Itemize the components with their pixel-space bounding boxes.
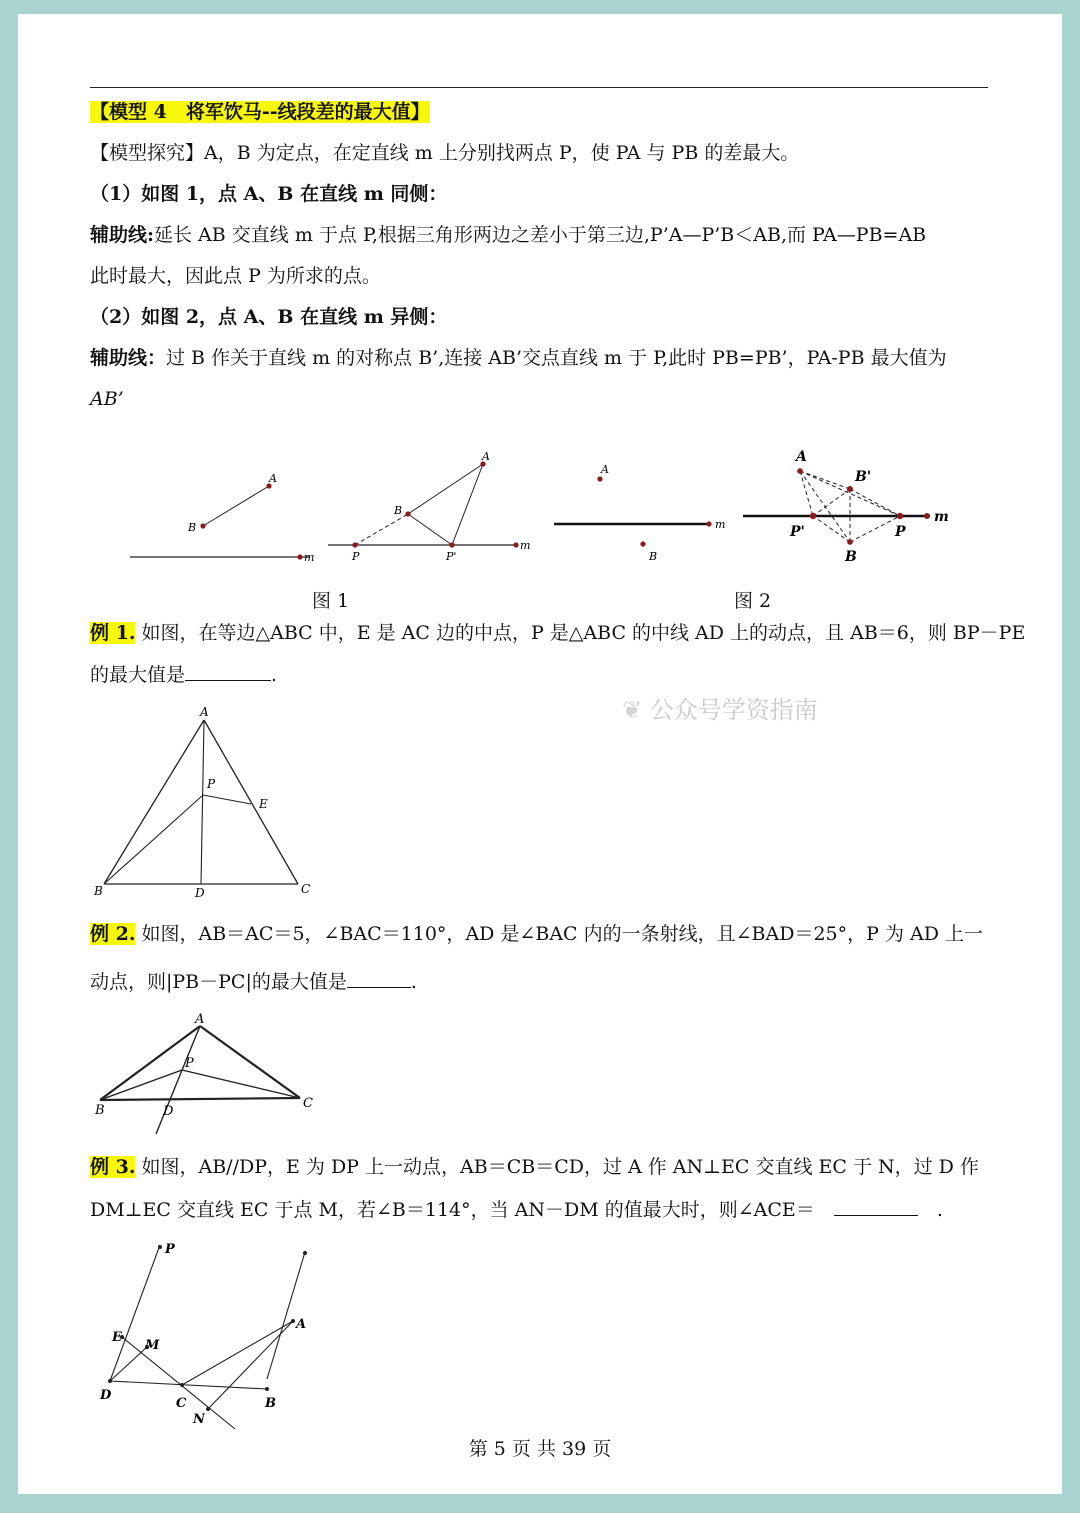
ex3-label-m: M [145, 1338, 160, 1353]
fig1b-label-m: m [520, 539, 531, 552]
example1-answer-blank [185, 662, 271, 681]
explore-line [90, 141, 1000, 165]
example3-answer-blank [834, 1197, 918, 1216]
example1-line1 [90, 621, 1026, 645]
ex1-label-d: D [195, 886, 205, 900]
example2-figure [90, 1012, 350, 1142]
watermark-text: 公众号学资指南 [649, 696, 818, 724]
fig2a-label-a: A [601, 463, 609, 476]
ex1-label-a: A [200, 705, 209, 719]
ex1-label-b: B [94, 884, 103, 898]
fig2b-label-a: A [796, 449, 807, 465]
document-page [18, 14, 1062, 1494]
figure2-caption: 图 2 [734, 590, 772, 612]
example1-text2: 的最大值是 [90, 664, 186, 686]
ex2-label-d: D [163, 1104, 174, 1119]
model-title-text: 【模型 4 将军饮马--线段差的最大值】 [90, 101, 430, 123]
example2-text2: 动点，则|PB－PC|的最大值是 [90, 971, 347, 993]
case2-aux-line1 [90, 346, 1000, 370]
example3-text2: DM⊥EC 交直线 EC 于点 M，若∠B＝114°，当 AN－DM 的值最大时，则∠ACE＝ [90, 1199, 815, 1221]
example1-text: 如图，在等边△ABC 中，E 是 AC 边的中点，P 是△ABC 的中线 AD 上的动点，且 AB＝6，则 BP－PE [141, 622, 1026, 644]
figure1-caption: 图 1 [312, 590, 350, 612]
fig2a-label-m: m [715, 518, 726, 531]
case2-aux-text: 过 B 作关于直线 m 的对称点 B’,连接 AB’交点直线 m 于 P,此时 PB=PB’，PA-PB 最大值为 [166, 347, 947, 369]
example1-end: . [271, 664, 278, 686]
ex3-label-e: E [112, 1330, 122, 1345]
fig1a-label-m: m [304, 551, 315, 564]
case2-aux-line2: AB’ [90, 388, 124, 410]
example2-answer-blank [347, 969, 411, 988]
fig1a-label-b: B [188, 521, 197, 534]
example1-line2 [90, 662, 1000, 687]
header-rule [90, 87, 988, 88]
fig2b-label-bprime: B' [855, 469, 872, 485]
ex1-label-e: E [259, 797, 268, 811]
example2-end: . [410, 971, 417, 993]
ex3-label-c: C [176, 1396, 187, 1411]
fig2a-label-b: B [649, 550, 658, 563]
ex2-label-c: C [303, 1096, 313, 1111]
fig1b-label-b: B [394, 504, 403, 517]
figure2-opposite-side-basic [553, 459, 753, 579]
figure2-reflection [738, 444, 968, 579]
ex3-label-d: D [100, 1388, 112, 1403]
fig1b-label-p: P [352, 550, 360, 563]
page-footer: 第 5 页 共 39 页 [468, 1438, 612, 1460]
fig1a-label-a: A [269, 472, 277, 485]
example3-figure [90, 1239, 350, 1439]
case1-aux-line1 [90, 223, 1000, 247]
ex3-label-n: N [193, 1412, 205, 1427]
explore-text: A，B 为定点，在定直线 m 上分别找两点 P，使 PA 与 PB 的差最大。 [204, 142, 800, 164]
example2-line2 [90, 969, 1000, 994]
fig1b-label-pprime: P' [446, 550, 457, 563]
fig2b-label-m: m [934, 509, 949, 525]
aux-label: 辅助线: [90, 224, 155, 246]
example2-tag: 例 2. [90, 923, 136, 945]
ex1-label-p: P [207, 777, 216, 791]
figure1-same-side-basic [128, 469, 328, 579]
example3-line1 [90, 1155, 1000, 1179]
case1-aux-text: 延长 AB 交直线 m 于点 P,根据三角形两边之差小于第三边,P’A—P’B＜AB,而 PA—PB=AB [154, 224, 927, 246]
fig1b-label-a: A [482, 450, 490, 463]
fig2b-label-p: P [895, 524, 906, 540]
example1-figure [90, 704, 350, 914]
example3-end: . [936, 1199, 943, 1221]
ex2-label-b: B [95, 1103, 105, 1118]
leaf-icon: ❦ [622, 696, 643, 724]
ex3-label-p: P [165, 1242, 175, 1257]
example1-tag: 例 1. [90, 622, 136, 644]
fig2b-label-pprime: P' [790, 524, 805, 540]
watermark [622, 690, 818, 725]
fig2b-label-b: B [845, 549, 857, 565]
explore-tag: 【模型探究】 [90, 142, 205, 164]
case1-title: （1）如图 1，点 A、B 在直线 m 同侧： [90, 183, 448, 205]
ex3-label-a: A [296, 1317, 307, 1332]
example3-text: 如图，AB//DP，E 为 DP 上一动点，AB＝CB＝CD，过 A 作 AN⊥EC 交直线 EC 于 N，过 D 作 [141, 1156, 979, 1178]
figure1-extension [328, 452, 548, 582]
case1-aux-line2: 此时最大，因此点 P 为所求的点。 [90, 265, 381, 287]
ex2-label-p: P [185, 1056, 194, 1071]
case2-title: （2）如图 2，点 A、B 在直线 m 异侧： [90, 306, 448, 328]
case2-aux-label: 辅助线： [90, 347, 167, 369]
example2-text: 如图，AB＝AC＝5，∠BAC＝110°，AD 是∠BAC 内的一条射线，且∠BAD＝25°，P 为 AD 上一 [141, 923, 983, 945]
model-title [90, 100, 1000, 124]
example3-line2 [90, 1197, 1000, 1222]
ex3-label-b: B [265, 1396, 276, 1411]
example2-line1 [90, 922, 1000, 946]
example3-tag: 例 3. [90, 1156, 136, 1178]
ex1-label-c: C [301, 882, 311, 896]
ex2-label-a: A [195, 1012, 205, 1027]
